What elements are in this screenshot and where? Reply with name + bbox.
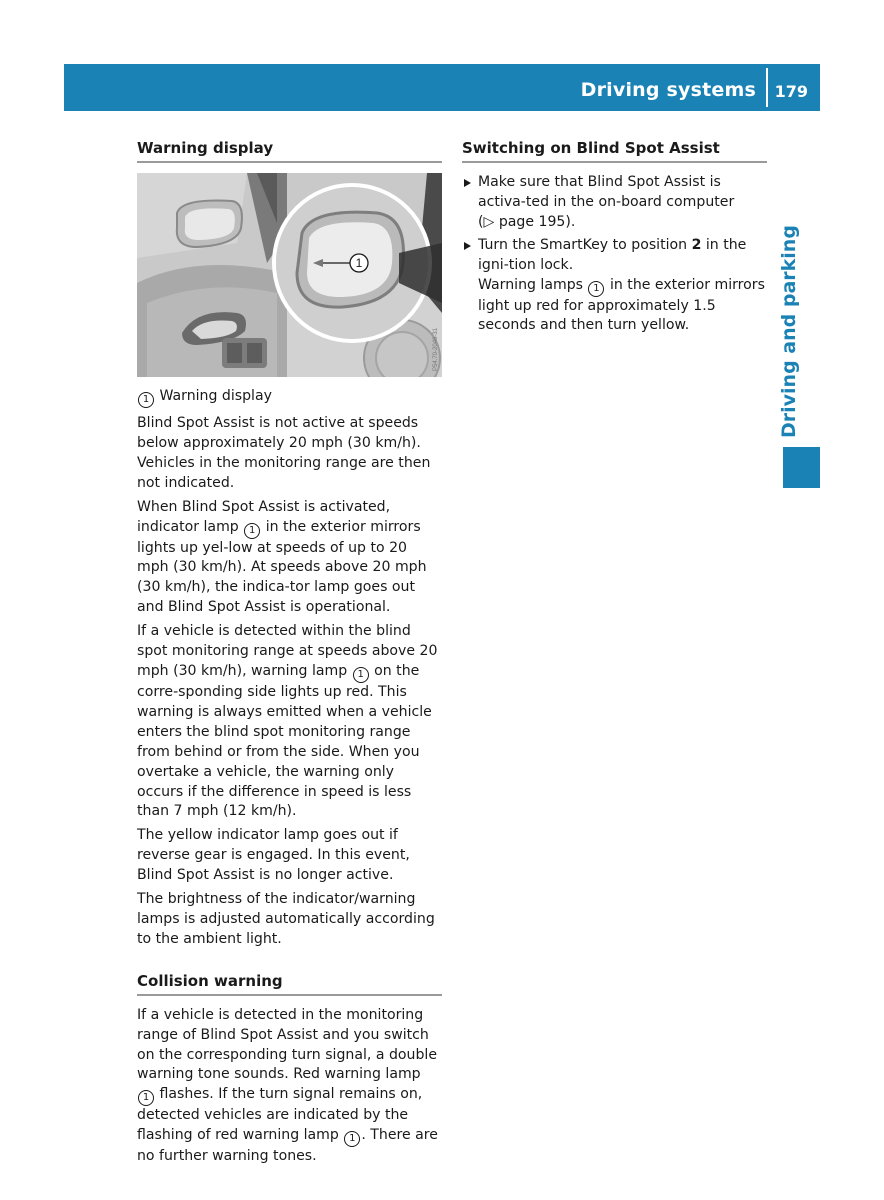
paragraph-collision: If a vehicle is detected in the monitoring range of Blind Spot Assist and you switch on the corresponding turn signal, a double warning tone sounds. Red warning lamp 1 flashes. If the turn signal remains on, detected vehicles are indicated by the flashing of red warning lamp 1 . There are no further warning tones. — [137, 1006, 438, 1165]
side-tab-block — [783, 447, 820, 488]
heading-switching-on: Switching on Blind Spot Assist — [462, 139, 767, 163]
callout-ref: 1 — [244, 523, 260, 539]
paragraph-vehicle-detected: If a vehicle is detected within the blind spot monitoring range at speeds above 20 mph (30 km/h), warning lamp 1 on the corre-sponding side lights up red. This warning is always emitted when a vehicle enters the blind spot monitoring range from behind or from the side. When you overtake a vehicle, the warning only occurs if the difference in speed is less than 7 mph (12 km/h). — [137, 623, 438, 820]
heading-warning-display: Warning display — [137, 139, 442, 163]
collision-warning-section — [137, 972, 442, 1167]
figure-callout-label: 1 — [355, 256, 363, 270]
left-column — [137, 139, 442, 1171]
side-tab-label: Driving and parking — [778, 225, 800, 438]
step-activate: Make sure that Blind Spot Assist is activa-ted in the on-board computer (▷ page 195). — [462, 173, 767, 233]
section-title: Driving systems — [580, 79, 756, 101]
paragraph-brightness: The brightness of the indicator/warning lamps is adjusted automatically according to the ambient light. — [137, 891, 435, 947]
callout-ref: 1 — [138, 1090, 154, 1106]
position-number: 2 — [691, 236, 702, 253]
mirror-figure — [137, 173, 442, 377]
figure-caption — [137, 386, 442, 408]
paragraph-not-active: Blind Spot Assist is not active at speeds below approximately 20 mph (30 km/h). Vehicles in the monitoring range are then not indicated. — [137, 415, 431, 491]
callout-ref: 1 — [138, 392, 154, 408]
callout-ref: 1 — [588, 281, 604, 297]
bullet-arrow-icon — [464, 242, 471, 250]
header-divider — [766, 68, 768, 107]
callout-ref: 1 — [353, 667, 369, 683]
paragraph-reverse-gear: The yellow indicator lamp goes out if reverse gear is engaged. In this event, Blind Spot Assist is no longer active. — [137, 827, 410, 884]
bullet-arrow-icon — [464, 179, 471, 187]
mirror-illustration — [137, 173, 442, 377]
page-reference: (▷ page 195). — [478, 213, 576, 230]
figure-code: P54.70-2046-31 — [433, 327, 439, 371]
caption-text: Warning display — [159, 388, 272, 404]
callout-ref: 1 — [344, 1131, 360, 1147]
page-number: 179 — [774, 82, 808, 101]
step-smartkey: Turn the SmartKey to position 2 in the igni-tion lock. Warning lamps 1 in the exterior mirrors light up red for approximately 1.5 seconds and then turn yellow. — [462, 236, 767, 337]
right-column — [462, 139, 767, 339]
paragraph-activated: When Blind Spot Assist is activated, indicator lamp 1 in the exterior mirrors lights up yel-low at speeds of up to 20 mph (30 km/h). At speeds above 20 mph (30 km/h), the indica-tor lamp goes out and Blind Spot Assist is operational. — [137, 498, 427, 616]
header-bar — [64, 64, 820, 111]
heading-collision-warning: Collision warning — [137, 972, 442, 996]
